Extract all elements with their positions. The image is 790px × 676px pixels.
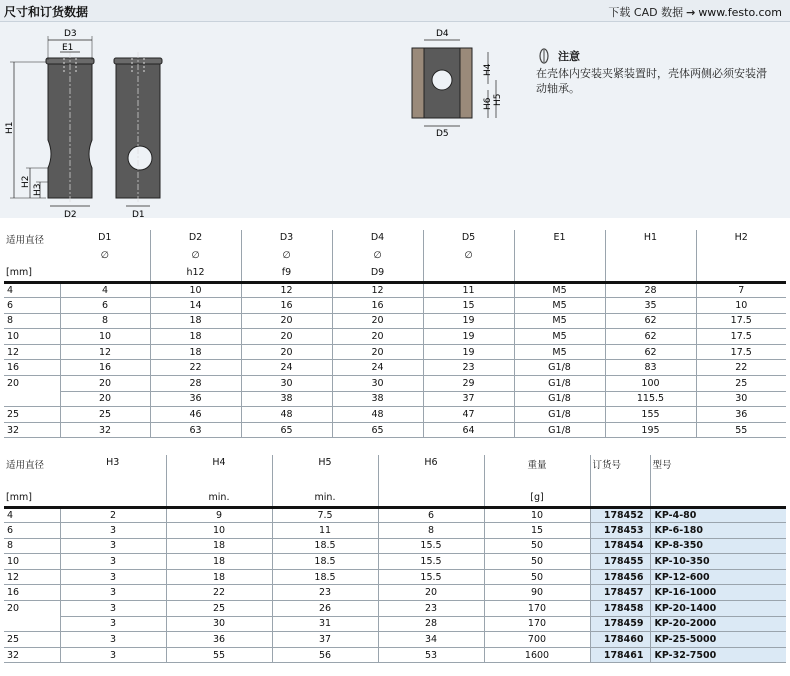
table-header-cell: ∅ <box>60 248 150 265</box>
table-header-cell <box>60 265 150 282</box>
table-cell: KP-32-7500 <box>650 647 786 663</box>
table-cell: 35 <box>605 298 696 314</box>
table-cell: 24 <box>241 360 332 376</box>
table-header-cell: D9 <box>332 265 423 282</box>
table-cell: KP-8-350 <box>650 538 786 554</box>
table-row <box>4 616 786 632</box>
housing-section-view <box>412 29 503 139</box>
table-row <box>4 313 786 329</box>
table-cell: 29 <box>423 376 514 392</box>
table-cell: 20 <box>4 376 60 392</box>
table-cell: 2 <box>60 507 166 523</box>
table-cell: 20 <box>332 313 423 329</box>
table-cell: 30 <box>332 376 423 392</box>
table-cell: 18 <box>166 554 272 570</box>
table-cell: 19 <box>423 313 514 329</box>
table-cell: 50 <box>484 538 590 554</box>
table-cell: M5 <box>514 298 605 314</box>
table-header-cell <box>484 473 590 490</box>
table-cell: KP-25-5000 <box>650 632 786 648</box>
table-header-cell <box>378 490 484 507</box>
table-cell: KP-20-1400 <box>650 601 786 617</box>
table-cell: 155 <box>605 407 696 423</box>
table-cell: 3 <box>60 616 166 632</box>
table-cell: 16 <box>241 298 332 314</box>
table-row <box>4 538 786 554</box>
dimensions-table-2 <box>4 455 786 663</box>
table-cell: 22 <box>150 360 241 376</box>
table-cell: 23 <box>423 360 514 376</box>
table-cell: 62 <box>605 344 696 360</box>
table-header-cell: ∅ <box>332 248 423 265</box>
table-cell: 178458 <box>590 601 650 617</box>
table-cell: 25 <box>166 601 272 617</box>
table-row <box>4 344 786 360</box>
table-cell: 90 <box>484 585 590 601</box>
table-header-cell <box>696 248 786 265</box>
table-cell: 11 <box>423 282 514 298</box>
table-cell: 30 <box>166 616 272 632</box>
table-row <box>4 329 786 345</box>
table-cell: 16 <box>4 360 60 376</box>
table-cell: 8 <box>378 523 484 539</box>
table-header-row <box>4 248 786 265</box>
table-header-cell <box>423 265 514 282</box>
table-cell: KP-4-80 <box>650 507 786 523</box>
table-cell: 6 <box>4 523 60 539</box>
table-header-cell <box>166 473 272 490</box>
table-cell: 6 <box>378 507 484 523</box>
table-cell: 195 <box>605 422 696 438</box>
table-cell: 18 <box>166 569 272 585</box>
table-cell: 3 <box>60 632 166 648</box>
table-header-cell: ∅ <box>241 248 332 265</box>
table-row <box>4 585 786 601</box>
table-cell: 10 <box>484 507 590 523</box>
table-row <box>4 360 786 376</box>
table-header-cell: H2 <box>734 232 748 243</box>
table-cell: 18 <box>150 313 241 329</box>
table-cell: 64 <box>423 422 514 438</box>
table-cell <box>4 616 60 632</box>
table-cell: 56 <box>272 647 378 663</box>
part-front-view <box>114 52 162 218</box>
table-header-cell: D1 <box>60 230 150 248</box>
dimensions-table-1 <box>4 230 786 438</box>
table-cell: 55 <box>166 647 272 663</box>
table-cell: 178461 <box>590 647 650 663</box>
table-cell: 37 <box>272 632 378 648</box>
table-cell: 178452 <box>590 507 650 523</box>
table-cell: KP-12-600 <box>650 569 786 585</box>
table-header-cell: H4 <box>166 455 272 473</box>
table-cell: 10 <box>4 329 60 345</box>
table-cell: G1/8 <box>514 376 605 392</box>
table-row <box>4 391 786 407</box>
table-row <box>4 554 786 570</box>
table-cell: 15.5 <box>378 569 484 585</box>
arrow-right-icon: → <box>686 6 696 19</box>
table-row <box>4 407 786 423</box>
table-cell: 36 <box>150 391 241 407</box>
table-header-cell: D4 <box>332 230 423 248</box>
table-cell: 65 <box>332 422 423 438</box>
table-header-row <box>4 455 786 473</box>
table-cell: 30 <box>241 376 332 392</box>
table-cell: 17.5 <box>696 313 786 329</box>
table-header-cell <box>605 248 696 265</box>
table-cell: 4 <box>60 282 150 298</box>
table-header-cell <box>605 265 696 282</box>
table-header-cell: [mm] <box>4 265 60 282</box>
table-header-row <box>4 490 786 507</box>
table-cell: 25 <box>4 407 60 423</box>
table-header-cell <box>696 265 786 282</box>
table-cell: 20 <box>241 313 332 329</box>
table-cell: 4 <box>4 507 60 523</box>
table-cell: 38 <box>241 391 332 407</box>
festo-url[interactable]: www.festo.com <box>698 6 782 19</box>
table-cell: 50 <box>484 569 590 585</box>
table-cell: 1600 <box>484 647 590 663</box>
table-cell: 3 <box>60 554 166 570</box>
table-cell <box>4 391 60 407</box>
note-text: 在壳体内安装夹紧装置时，壳体两侧必须安装滑动轴承。 <box>536 67 767 95</box>
table-row <box>4 601 786 617</box>
table-cell: 18 <box>150 329 241 345</box>
table-cell: 15.5 <box>378 538 484 554</box>
table-row <box>4 376 786 392</box>
table-header-cell: ∅ <box>423 248 514 265</box>
table-cell: 55 <box>696 422 786 438</box>
section-title: 尺寸和订货数据 <box>4 5 89 19</box>
label-h2: H2 <box>21 175 31 188</box>
table-cell: 178457 <box>590 585 650 601</box>
label-d5: D5 <box>436 129 449 139</box>
table-header-cell: f9 <box>241 265 332 282</box>
table-cell: 25 <box>4 632 60 648</box>
label-h6: H6 <box>483 97 493 110</box>
table-header-cell: h12 <box>150 265 241 282</box>
label-h1: H1 <box>5 121 15 134</box>
table-cell: 53 <box>378 647 484 663</box>
table-cell: 6 <box>4 298 60 314</box>
table-cell: 28 <box>605 282 696 298</box>
label-d4: D4 <box>436 29 449 39</box>
table-cell: 178453 <box>590 523 650 539</box>
table-cell: 170 <box>484 616 590 632</box>
table-cell: 22 <box>696 360 786 376</box>
table-cell: 178454 <box>590 538 650 554</box>
table-cell: 4 <box>4 282 60 298</box>
table-header-cell: 型号 <box>652 460 672 471</box>
label-h4: H4 <box>483 63 493 76</box>
table-cell: 8 <box>4 538 60 554</box>
part-side-view <box>5 29 94 218</box>
table-cell: 178455 <box>590 554 650 570</box>
table-cell: 16 <box>332 298 423 314</box>
table-header-cell: ∅ <box>150 248 241 265</box>
cad-download-link[interactable] <box>608 4 782 20</box>
table-header-cell: 订货号 <box>590 455 650 473</box>
note-title: 注意 <box>558 50 580 63</box>
table-cell: 62 <box>605 329 696 345</box>
table-cell: 8 <box>4 313 60 329</box>
table-cell: 23 <box>378 601 484 617</box>
table-cell: 16 <box>4 585 60 601</box>
table-cell: 18 <box>166 538 272 554</box>
table-cell: 63 <box>150 422 241 438</box>
table-header-cell: D3 <box>241 230 332 248</box>
table-cell: M5 <box>514 344 605 360</box>
table-cell: 178459 <box>590 616 650 632</box>
table-cell: 14 <box>150 298 241 314</box>
table-cell: 20 <box>332 329 423 345</box>
table-cell: 3 <box>60 523 166 539</box>
warning-icon <box>536 48 552 64</box>
table-header-row <box>4 230 786 248</box>
table-cell: 25 <box>60 407 150 423</box>
table-cell: 10 <box>4 554 60 570</box>
table-cell: 3 <box>60 569 166 585</box>
table-header-cell <box>378 473 484 490</box>
table-cell: 170 <box>484 601 590 617</box>
table-cell: 11 <box>272 523 378 539</box>
table-cell: 20 <box>60 376 150 392</box>
table-cell: 65 <box>241 422 332 438</box>
table-header-cell: H6 <box>378 455 484 473</box>
table-cell: 30 <box>696 391 786 407</box>
table-cell: M5 <box>514 282 605 298</box>
table-row <box>4 507 786 523</box>
table-cell: 48 <box>332 407 423 423</box>
table-cell: 32 <box>4 647 60 663</box>
table-header-row <box>4 265 786 282</box>
table-cell: 20 <box>332 344 423 360</box>
table-cell: 15.5 <box>378 554 484 570</box>
table-cell: 10 <box>696 298 786 314</box>
table-header-cell <box>650 490 786 507</box>
table-cell: 10 <box>166 523 272 539</box>
table-cell: 18.5 <box>272 538 378 554</box>
table-cell: 38 <box>332 391 423 407</box>
table-row <box>4 523 786 539</box>
table-header-cell: min. <box>272 490 378 507</box>
table-cell: 28 <box>150 376 241 392</box>
table-header-cell <box>4 248 60 265</box>
table-header-cell: [mm] <box>4 490 60 507</box>
table-cell: 19 <box>423 329 514 345</box>
table-header-cell <box>590 490 650 507</box>
table-cell: 32 <box>60 422 150 438</box>
table-header-cell <box>514 265 605 282</box>
table-cell: 50 <box>484 554 590 570</box>
table-header-row <box>4 473 786 490</box>
table-cell: 12 <box>60 344 150 360</box>
table-cell: KP-16-1000 <box>650 585 786 601</box>
note-box <box>536 48 776 96</box>
table-cell: 20 <box>241 329 332 345</box>
table-cell: 36 <box>166 632 272 648</box>
table-cell: 10 <box>150 282 241 298</box>
table-header-cell: H1 <box>605 230 696 248</box>
table-cell: 26 <box>272 601 378 617</box>
label-d2: D2 <box>64 210 77 218</box>
table-row <box>4 632 786 648</box>
table-cell: 18.5 <box>272 554 378 570</box>
table-header-cell <box>4 473 60 490</box>
table-cell: 3 <box>60 647 166 663</box>
table-cell: 36 <box>696 407 786 423</box>
table-row <box>4 647 786 663</box>
table-cell: 24 <box>332 360 423 376</box>
cad-download-label: 下载 CAD 数据 <box>608 6 684 19</box>
table-header-cell <box>590 473 650 490</box>
table-cell: 3 <box>60 538 166 554</box>
table-header-cell <box>60 490 166 507</box>
table-header-cell: 重量 <box>484 455 590 473</box>
table-header-cell: E1 <box>514 230 605 248</box>
table-header-cell: min. <box>166 490 272 507</box>
note-header <box>536 48 776 64</box>
table-cell: G1/8 <box>514 407 605 423</box>
table-cell: M5 <box>514 313 605 329</box>
table-header-cell <box>60 473 166 490</box>
table-cell: 3 <box>60 601 166 617</box>
table-cell: 19 <box>423 344 514 360</box>
table-cell: 12 <box>4 344 60 360</box>
table-cell: M5 <box>514 329 605 345</box>
label-d1: D1 <box>132 210 145 218</box>
table-row <box>4 422 786 438</box>
table-cell: 17.5 <box>696 329 786 345</box>
table-cell: 34 <box>378 632 484 648</box>
table-header-cell <box>514 248 605 265</box>
table-header-cell: H5 <box>272 455 378 473</box>
label-h5: H5 <box>493 93 503 106</box>
table-cell: 23 <box>272 585 378 601</box>
table-header-cell: 适用直径 <box>6 460 45 471</box>
table-cell: KP-10-350 <box>650 554 786 570</box>
table-cell: 48 <box>241 407 332 423</box>
table-cell: 178460 <box>590 632 650 648</box>
table-cell: 178456 <box>590 569 650 585</box>
table-cell: 31 <box>272 616 378 632</box>
table-cell: 20 <box>4 601 60 617</box>
table-cell: 700 <box>484 632 590 648</box>
section-header <box>0 0 790 22</box>
table-row <box>4 569 786 585</box>
table-cell: KP-6-180 <box>650 523 786 539</box>
label-d3: D3 <box>64 29 77 39</box>
table-row <box>4 298 786 314</box>
label-e1: E1 <box>62 43 74 53</box>
label-h3: H3 <box>33 183 43 196</box>
table-cell: 46 <box>150 407 241 423</box>
table-header-cell <box>272 473 378 490</box>
table-cell: 47 <box>423 407 514 423</box>
table-cell: 22 <box>166 585 272 601</box>
table-header-cell: D2 <box>150 230 241 248</box>
table-cell: 9 <box>166 507 272 523</box>
table-cell: 12 <box>332 282 423 298</box>
table-cell: 8 <box>60 313 150 329</box>
table-header-cell: [g] <box>484 490 590 507</box>
table-cell: G1/8 <box>514 422 605 438</box>
table-cell: 12 <box>4 569 60 585</box>
table-cell: 83 <box>605 360 696 376</box>
table-cell: 3 <box>60 585 166 601</box>
table-row <box>4 282 786 298</box>
table-cell: 20 <box>378 585 484 601</box>
table-cell: 12 <box>241 282 332 298</box>
table-cell: 20 <box>60 391 150 407</box>
table-header-cell <box>650 473 786 490</box>
table-cell: 37 <box>423 391 514 407</box>
table-cell: G1/8 <box>514 360 605 376</box>
table-cell: 32 <box>4 422 60 438</box>
table-cell: 62 <box>605 313 696 329</box>
table-cell: 100 <box>605 376 696 392</box>
table-cell: 16 <box>60 360 150 376</box>
table-cell: 15 <box>484 523 590 539</box>
table-cell: 18 <box>150 344 241 360</box>
table-cell: 28 <box>378 616 484 632</box>
table-header-cell: H3 <box>60 455 166 473</box>
table-cell: 15 <box>423 298 514 314</box>
table-cell: 115.5 <box>605 391 696 407</box>
table-header-cell: D5 <box>423 230 514 248</box>
table-cell: 7.5 <box>272 507 378 523</box>
table-cell: 7 <box>696 282 786 298</box>
table-cell: 18.5 <box>272 569 378 585</box>
table-header-cell: 适用直径 <box>6 235 45 246</box>
table-cell: 25 <box>696 376 786 392</box>
table-cell: 17.5 <box>696 344 786 360</box>
table-cell: G1/8 <box>514 391 605 407</box>
table-cell: KP-20-2000 <box>650 616 786 632</box>
table-cell: 10 <box>60 329 150 345</box>
table-cell: 6 <box>60 298 150 314</box>
table-cell: 20 <box>241 344 332 360</box>
